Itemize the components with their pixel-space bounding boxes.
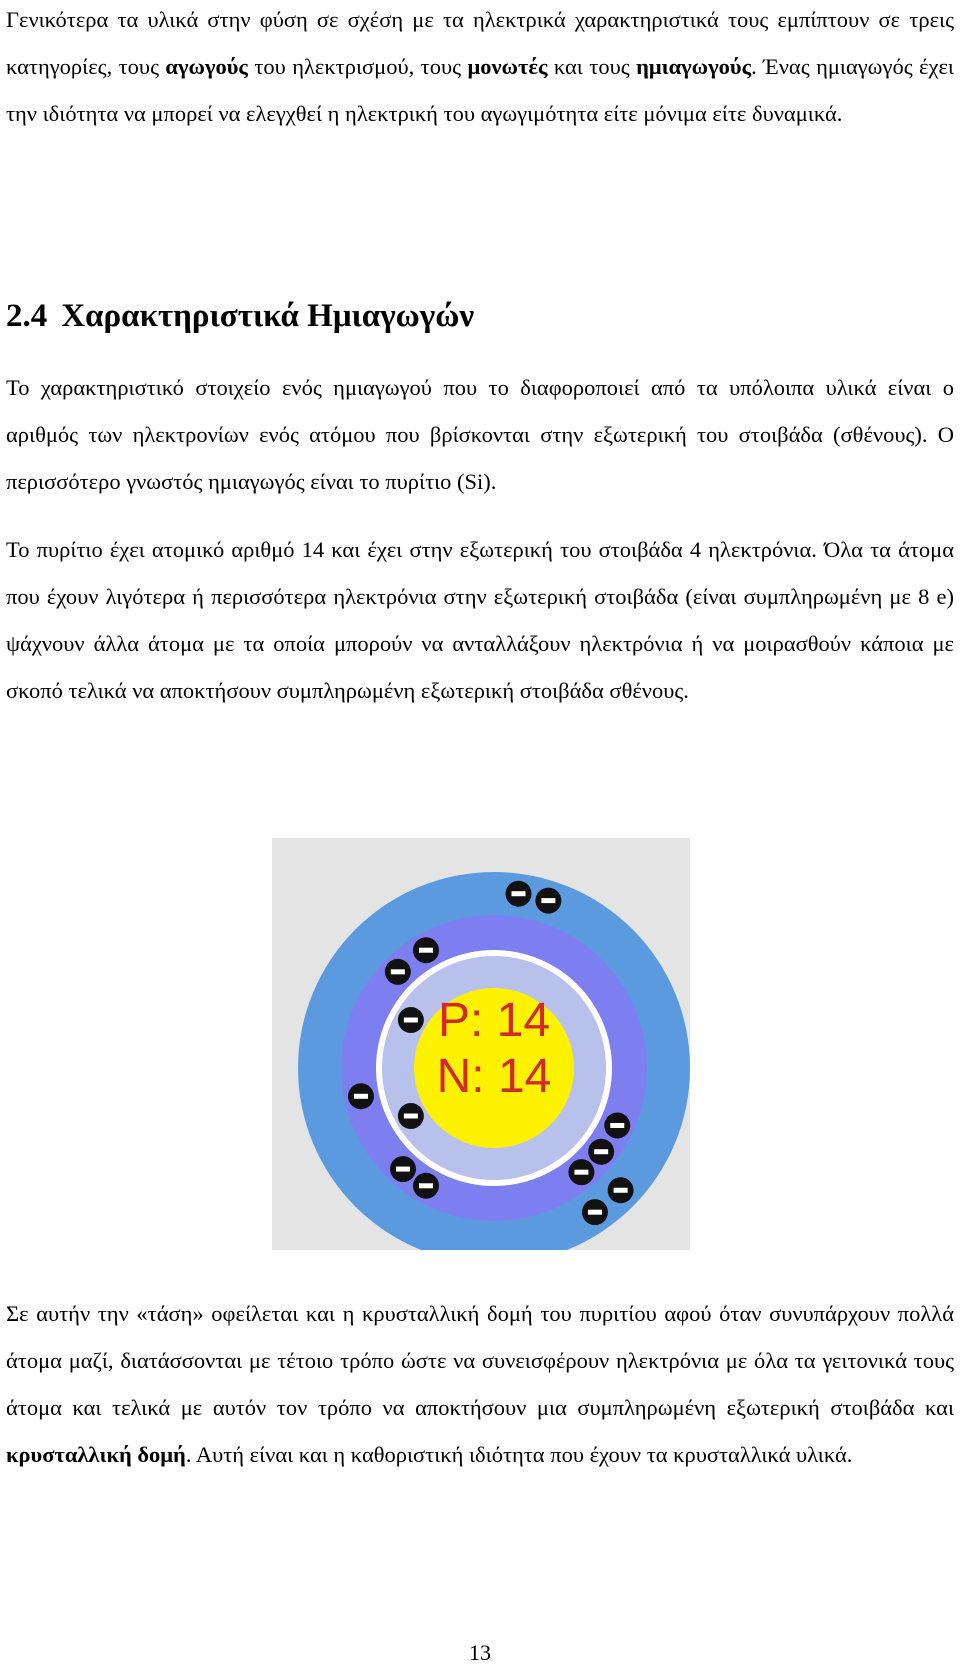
electron-minus-sign [594, 1149, 608, 1154]
electron [413, 937, 439, 963]
bold-term-semiconductors: ημιαγωγούς [636, 54, 752, 79]
electron [535, 888, 561, 914]
atom-diagram [272, 838, 690, 1250]
electron-minus-sign [404, 1114, 418, 1119]
electron-minus-sign [610, 1123, 624, 1128]
electron [582, 1199, 608, 1225]
electron [413, 1173, 439, 1199]
electron [348, 1083, 374, 1109]
electron-minus-sign [614, 1188, 628, 1193]
electron-minus-sign [541, 898, 555, 903]
intro-paragraph [6, 0, 954, 137]
text-run: Σε αυτήν την «τάση» οφείλεται και η κρυσταλλική δομή του πυριτίου αφού όταν συνυπάρχουν πολλά άτομα μαζί, διατάσσονται με τέτοιο τρόπο ώστε να συνεισφέρουν ηλεκτρόνια με όλα τα γειτονικά τους άτομα και τελικά με αυτόν τον τρόπο να αποκτήσουν μια συμπληρωμένη εξωτερική στοιβάδα και [6, 1301, 954, 1420]
paragraph-crystal-structure [6, 1290, 954, 1478]
bold-term-crystal-structure: κρυσταλλική δομή [6, 1442, 186, 1467]
electron [398, 1007, 424, 1033]
section-heading [6, 296, 474, 336]
electron-minus-sign [511, 891, 525, 896]
paragraph-semiconductor-definition: Το χαρακτηριστικό στοιχείο ενός ημιαγωγού που το διαφοροποιεί από τα υπόλοιπα υλικά είναι ο αριθμός των ηλεκτρονίων ενός ατόμου που βρίσκονται στην εξωτερική του στοιβάδα (σθένους). Ο περισσότερο γνωστός ημιαγωγός είναι το πυρίτιο (Si). [6, 375, 954, 494]
electron [390, 1156, 416, 1182]
neutrons-label: N: 14 [436, 1050, 552, 1103]
bold-term-conductors: αγωγούς [165, 54, 248, 79]
text-run: και τους [547, 54, 637, 79]
text-run: . Ένας ημιαγωγός έχει την ιδιότητα να μπορεί να ελεγχθεί η ηλεκτρική του αγωγιμότητα είτε μόνιμα είτε δυναμικά. [6, 54, 954, 126]
electron-minus-sign [404, 1018, 418, 1023]
electron-minus-sign [574, 1170, 588, 1175]
electron-minus-sign [419, 1183, 433, 1188]
protons-label: P: 14 [437, 994, 551, 1047]
bold-term-insulators: μονωτές [467, 54, 548, 79]
page-number: 13 [469, 1640, 491, 1665]
electron [398, 1103, 424, 1129]
electron-minus-sign [354, 1094, 368, 1099]
text-run: του ηλεκτρισμού, τους [247, 54, 468, 79]
electron [604, 1112, 630, 1138]
text-run: . Αυτή είναι και η καθοριστική ιδιότητα που έχουν τα κρυσταλλικά υλικά. [185, 1442, 853, 1467]
section-title: Χαρακτηριστικά Ημιαγωγών [61, 298, 475, 334]
electron-minus-sign [588, 1210, 602, 1215]
section-number: 2.4 [6, 298, 48, 334]
electron [568, 1159, 594, 1185]
electron-minus-sign [391, 969, 405, 974]
text-run: Γενικότερα τα υλικά στην φύση σε σχέση με τα ηλεκτρικά χαρακτηριστικά τους εμπίπτουν σε τρεις κατηγορίες, τους [6, 7, 954, 79]
electron [608, 1177, 634, 1203]
electron-minus-sign [419, 948, 433, 953]
electron [588, 1139, 614, 1165]
paragraph-silicon-atom: Το πυρίτιο έχει ατομικό αριθμό 14 και έχει στην εξωτερική του στοιβάδα 4 ηλεκτρόνια. Όλα τα άτομα που έχουν λιγότερα ή περισσότερα ηλεκτρόνια στην εξωτερική στοιβάδα (είναι συμπληρωμένη με 8 e) ψάχνουν άλλα άτομα με τα οποία μπορούν να ανταλλάξουν ηλεκτρόνια ή να μοιρασθούν κάποια με σκοπό τελικά να αποκτήσουν συμπληρωμένη εξωτερική στοιβάδα σθένους. [6, 537, 954, 703]
electron-minus-sign [396, 1167, 410, 1172]
electron [505, 881, 531, 907]
electron [385, 959, 411, 985]
silicon-atom-figure [272, 838, 690, 1250]
